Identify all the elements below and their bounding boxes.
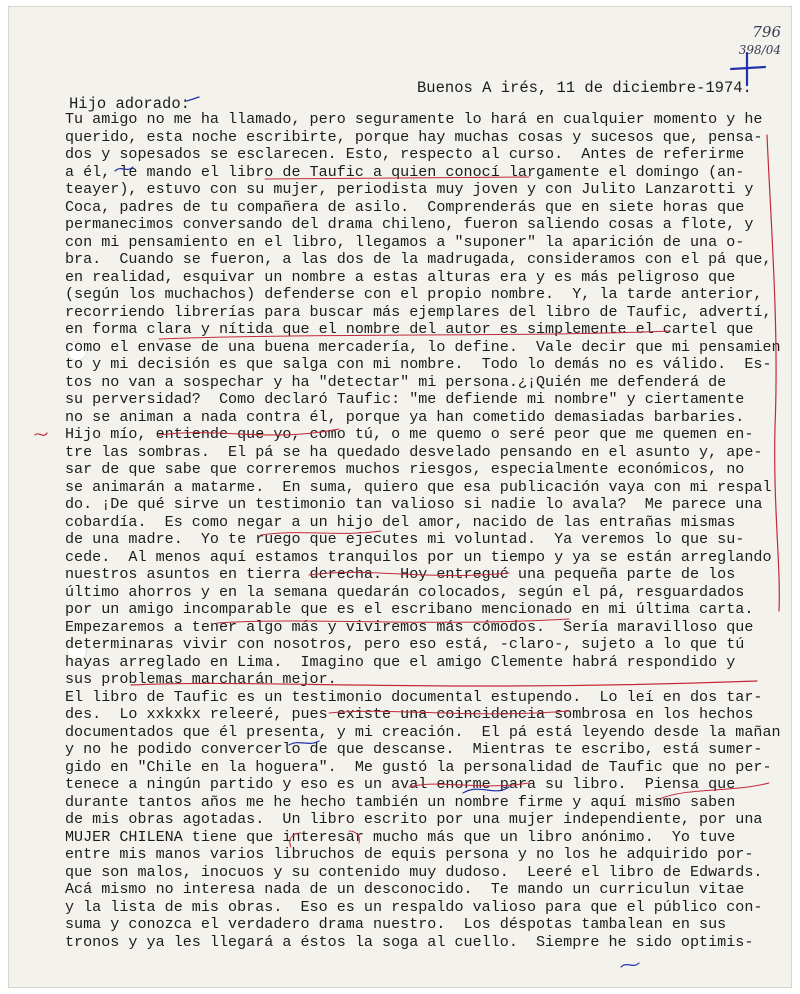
letter-line: tenece a ningún partido y eso es un aval enorme para su libro. Piensa que	[65, 776, 736, 793]
letter-line: último ahorros y en la semana quedarán colocados, según el pá, resguardados	[65, 583, 745, 601]
letter-line: gido en "Chile en la hoguera". Me gustó la personalidad de Taufic que no per-	[65, 758, 772, 776]
letter-line: de mis obras agotadas. Un libro escrito por una mujer independiente, por una	[65, 811, 763, 828]
letter-line: dos y sopesados se esclarecen. Esto, respecto al curso. Antes de referirme	[65, 146, 745, 163]
letter-line: Coca, padres de tu compañera de asilo. Comprenderás que en siete horas que	[65, 198, 745, 216]
letter-page	[8, 6, 792, 988]
letter-body	[65, 111, 789, 951]
letter-line: sus problemas marcharán mejor.	[65, 671, 337, 688]
red-margin-tick	[35, 433, 47, 435]
letter-line: su perversidad? Como declaró Taufic: "me defiende mi nombre" y ciertamente	[65, 391, 745, 408]
letter-line: MUJER CHILENA tiene que interesar mucho más que un libro anónimo. Yo tuve	[65, 828, 736, 846]
letter-line: querido, esta noche escribirte, porque hay muchas cosas y sucesos que, pensa-	[65, 128, 763, 146]
letter-line: tronos y ya les llegará a éstos la soga al cuello. Siempre he sido optimis-	[65, 933, 754, 951]
letter-line: entre mis manos varios libruchos de equis persona y no los he adquirido por-	[65, 846, 754, 863]
letter-line: en forma clara y nítida que el nombre del autor es simplemente el cartel que	[65, 321, 754, 338]
letter-line: determinaras vivir con nosotros, pero eso está, -claro-, sujeto a lo que tú	[65, 636, 745, 653]
letter-line: teayer), estuvo con su mujer, periodista muy joven y con Julito Lanzarotti y	[65, 181, 754, 198]
letter-line: do. ¡De qué sirve un testimonio tan valioso si nadie lo avala? Me parece una	[65, 496, 763, 513]
letter-line: de una madre. Yo te ruego que ejecutes mi voluntad. Ya veremos lo que su-	[65, 531, 745, 548]
letter-line: por un amigo incomparable que es el escribano mencionado en mi última carta.	[65, 601, 754, 618]
letter-line: y la lista de mis obras. Eso es un respaldo valioso para que el público con-	[65, 898, 763, 916]
letter-line: durante tantos años me he hecho también un nombre firme y aquí mismo saben	[65, 793, 736, 811]
letter-line: tos no van a sospechar y ha "detectar" mi persona.¿¡Quién me defenderá de	[65, 373, 727, 391]
archive-number-mark	[739, 23, 781, 59]
letter-line: sar de que sabe que correremos muchos riesgos, especialmente económicos, no	[65, 461, 745, 478]
letter-line: hayas arreglado en Lima. Imagino que el amigo Clemente habrá respondido y	[65, 653, 736, 671]
letter-line: recorriendo librerías para buscar más ejemplares del libro de Taufic, advertí,	[65, 303, 772, 321]
letter-line: que son malos, inocuos y su contenido muy dudoso. Leeré el libro de Edwards.	[65, 863, 763, 881]
archive-number-top: 796	[752, 23, 781, 41]
letter-line: no se animan a nada contra él, porque ya han cometido demasiadas barbaries.	[65, 408, 745, 426]
letter-line: y no he podido convercerlo de que descanse. Mientras te escribo, está sumer-	[65, 741, 763, 758]
letter-line: con mi pensamiento en el libro, llegamos a "suponer" la aparición de una o-	[65, 233, 745, 251]
letter-line: El libro de Taufic es un testimonio documental estupendo. Lo leí en dos tar-	[65, 688, 763, 706]
letter-line: documentados que él presenta, y mi creación. El pá está leyendo desde la mañan	[65, 723, 781, 741]
letter-line: Empezaremos a tener algo más y viviremos más cómodos. Sería maravilloso que	[65, 618, 754, 636]
letter-line: Hijo mío, entiende que yo, como tú, o me quemo o seré peor que me quemen en-	[65, 426, 754, 443]
letter-line: bra. Cuando se fueron, a las dos de la madrugada, consideramos con el pá que,	[65, 251, 772, 268]
letter-line: cede. Al menos aquí estamos tranquilos por un tiempo y ya se están arreglando	[65, 548, 772, 566]
letter-line: Tu amigo no me ha llamado, pero seguramente lo hará en cualquier momento y he	[65, 111, 763, 128]
letter-line: Acá mismo no interesa nada de un desconocido. Te mando un curriculun vitae	[65, 881, 745, 898]
letter-date: Buenos A irés, 11 de diciembre-1974.	[417, 79, 752, 97]
letter-line: des. Lo xxkxkx releeré, pues existe una coincidencia sombrosa en los hechos	[65, 706, 754, 723]
blue-correction-stroke	[621, 963, 639, 967]
letter-line: cobardía. Es como negar a un hijo del amor, nacido de las entrañas mismas	[65, 513, 736, 531]
letter-line: suma y conozca el verdadero drama nuestro. Los déspotas tambalean en sus	[65, 916, 727, 933]
letter-line: a él, le mando el libro de Taufic a quien conocí largamente el domingo (an-	[65, 163, 745, 181]
letter-line: nuestros asuntos en tierra derecha. Hoy entregué una pequeña parte de los	[65, 566, 736, 583]
letter-salutation: Hijo adorado:	[69, 95, 190, 113]
letter-line: se animarán a matarme. En suma, quiero que esa publicación vaya con mi respal	[65, 478, 772, 496]
letter-line: permanecimos conversando del drama chileno, fueron saliendo cosas a flote, y	[65, 216, 754, 233]
letter-line: tre las sombras. El pá se ha quedado desvelado pensando en el asunto y, ape-	[65, 443, 763, 461]
letter-line: como el envase de una buena mercadería, lo define. Vale decir que mi pensamien	[65, 338, 781, 356]
letter-line: to y mi decisión es que salga con mi nombre. Todo lo demás no es válido. Es-	[65, 356, 772, 373]
letter-line: en realidad, esquivar un nombre a estas alturas era y es más peligroso que	[65, 268, 736, 286]
letter-line: (según los muchachos) defenderse con el propio nombre. Y, la tarde anterior,	[65, 286, 763, 303]
archive-number-bottom: 398/04	[738, 43, 781, 57]
